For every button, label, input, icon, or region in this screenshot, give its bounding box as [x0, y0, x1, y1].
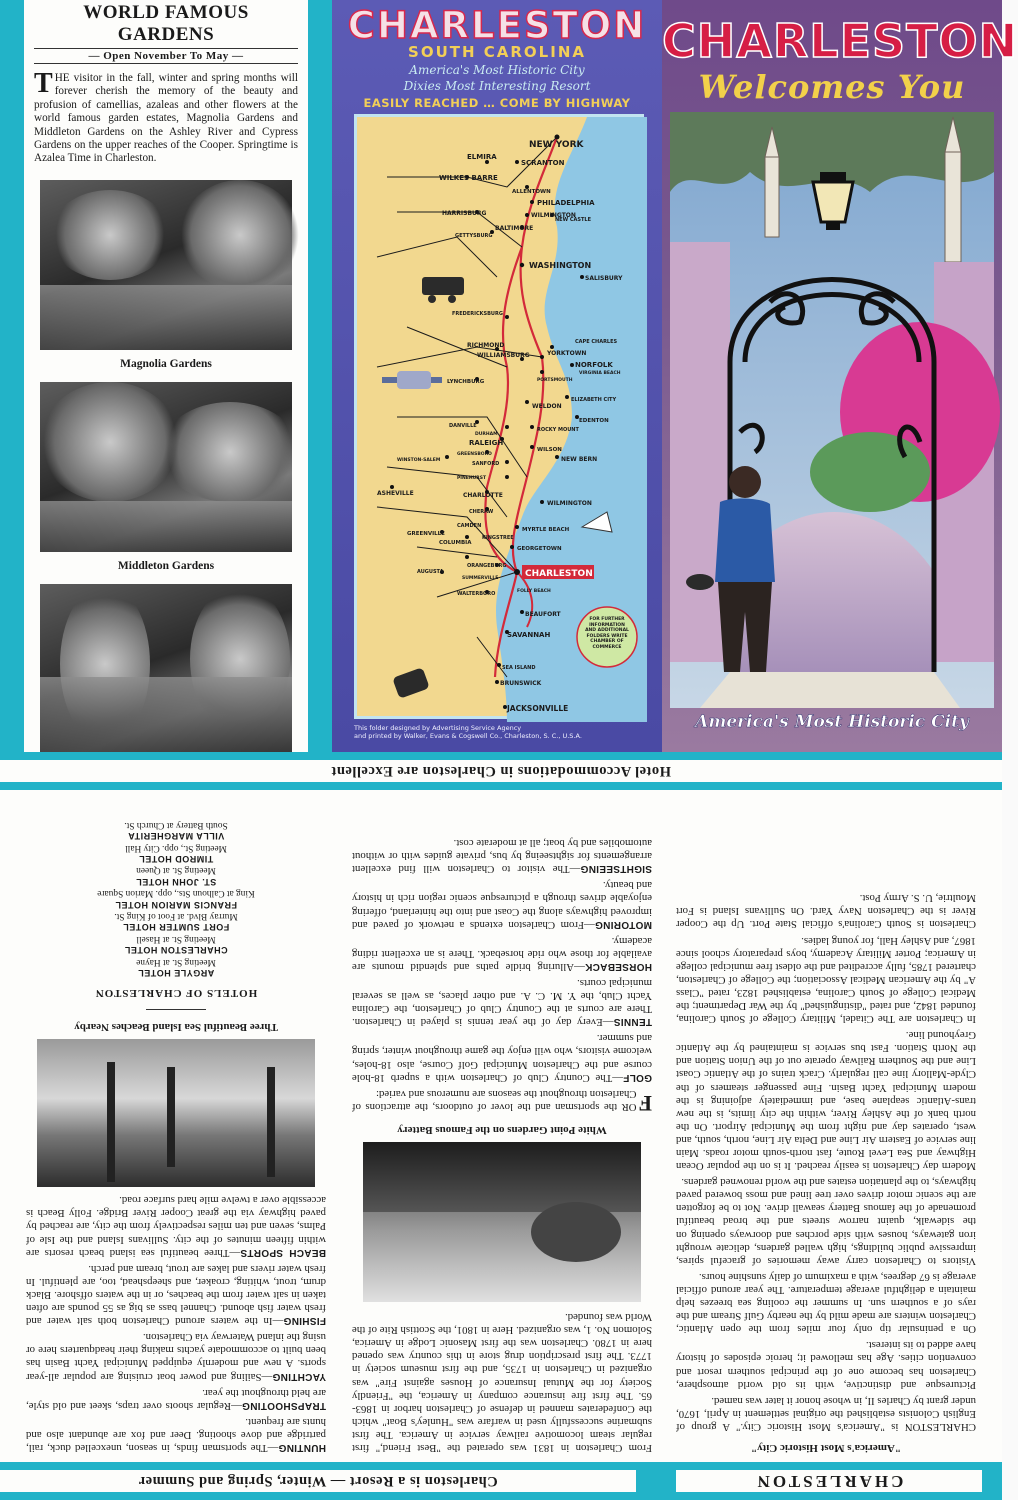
- motoring-paragraph: [352, 878, 652, 930]
- hotel-address: King at Calhoun Sts., opp. Marion Square: [97, 888, 255, 899]
- map-panel-tagline-2: Dixies Most Interesting Resort: [403, 79, 591, 93]
- sports-intro-text: OR the sportsman and the lover of outdoors, the attractions of Charleston throughout the seasons are numerous and varied:: [352, 1087, 637, 1113]
- hotel-name: ARGYLE HOTEL: [137, 968, 215, 979]
- gardens-intro: [34, 68, 298, 166]
- city-myrtle-beach: MYRTLE BEACH: [522, 527, 570, 533]
- hotel-name: FORT SUMTER HOTEL: [122, 922, 230, 933]
- sports-drop-cap: F: [638, 1090, 652, 1116]
- city-elmira: ELMIRA: [467, 153, 497, 161]
- city-new-bern: NEW BERN: [561, 456, 598, 463]
- city-kingstree: KINGSTREE: [482, 535, 514, 541]
- hotels-list: [26, 818, 326, 978]
- city-williamsburg: WILLIAMSBURG: [477, 352, 530, 359]
- city-new-york: NEW YORK: [529, 140, 584, 150]
- inner-top-band: [0, 1462, 1002, 1500]
- city-lynchburg: LYNCHBURG: [447, 379, 485, 385]
- tennis-paragraph: [352, 976, 652, 1028]
- trapshooting-label: TRAPSHOOTING: [241, 1399, 326, 1411]
- city-baltimore: BALTIMORE: [495, 225, 534, 232]
- map-panel-subtitle: SOUTH CAROLINA: [408, 43, 586, 61]
- horseback-label: HORSEBACK: [584, 960, 652, 972]
- brochure-inner-side: [0, 752, 1002, 1500]
- city-allentown: ALLENTOWN: [512, 189, 551, 195]
- hotel-address: Meeting St. at Hayne: [136, 956, 216, 967]
- hotel-entry: [26, 841, 326, 864]
- band-charleston: CHARLESTON: [676, 1470, 982, 1492]
- history-p6: In Charleston are The Citadel, Military College of South Carolina, founded 1842, and rated "distinguished" by the War Department; the Medical College of South Carolina, established 1823, rated "Class A" by the American Medical Association; the College of Charleston, chartered 1785, fully accredited and the oldest free municipal college in America; Porter Military Academy, boys preparatory school since 1867, and Ashley Hall, for young ladies.: [676, 934, 976, 1026]
- beaches-photo: [37, 1039, 315, 1187]
- cypress-gardens-photo: [40, 584, 292, 754]
- hotel-entry: [26, 818, 326, 841]
- inner-columns: [0, 790, 1002, 1462]
- map-panel-credit-line-2: and printed by Walker, Evans & Cogswell Co., Charleston, S. C., U.S.A.: [354, 732, 582, 740]
- history-p7: Charleston is South Carolina's official State Port. Up the Cooper River is the Charleston Navy Yard. On Sullivans Island is Fort Moultrie, U. S. Army Post.: [676, 892, 976, 931]
- beach-sports-label: BEACH SPORTS: [240, 1246, 326, 1258]
- hotel-entry: [26, 910, 326, 933]
- city-walterboro: WALTERBORO: [457, 591, 496, 597]
- city-philadelphia: PHILADELPHIA: [537, 199, 595, 207]
- history-p3: On a peninsular tip only four miles from the open Atlantic, Charleston winters are made mild by the nearby Gulf Stream and the rays of a southern sun. In summer the cooling sea breezes help maintain a delightful average temperature. The year around official average is 67 degrees, with a maximum of daily sunshine hours.: [676, 1270, 976, 1336]
- city-raleigh: RALEIGH: [469, 439, 504, 447]
- city-danville: DANVILLE: [449, 423, 477, 429]
- city-savannah: SAVANNAH: [507, 631, 551, 639]
- city-jacksonville: JACKSONVILLE: [507, 704, 569, 713]
- beach-sports-text: —Three beautiful sea island beach resorts are within fifteen minutes of the city. Sullivans Island and the Isle of Palms, seven and ten miles respectively from the city, are reached by paved highway via the great Cooper River Bridge. Folly Beach is accessible over a twelve mile hard surface road.: [26, 1194, 326, 1259]
- gardens-paper: [24, 0, 308, 752]
- airplane-icon: [382, 371, 442, 389]
- golf-paragraph: [352, 1031, 652, 1083]
- gardens-title: WORLD FAMOUS GARDENS: [83, 2, 249, 45]
- gardens-intro-text: HE visitor in the fall, winter and spring months will forever cherish the memory of the beauty and profusion of camellias, azaleas and other flowers at the world famous garden estates, Magnolia Gardens and Middleton Gardens on the Ashley River and Cypress Gardens on the upper reaches of the Cooper. Springtime is Azalea Time in Charleston.: [34, 72, 298, 165]
- sports-intro: [352, 1087, 652, 1116]
- city-charlotte: CHARLOTTE: [463, 492, 503, 499]
- hotel-address: South Battery at Church St.: [124, 819, 228, 830]
- hotel-name: ST. JOHN HOTEL: [135, 876, 217, 887]
- hotel-name: TIMROD HOTEL: [138, 853, 214, 864]
- hunting-paragraph: [26, 1415, 326, 1454]
- city-elizabeth-city: ELIZABETH CITY: [571, 397, 617, 403]
- hat-icon: [686, 574, 714, 590]
- hunting-text: —The sportsman finds, in season, unexcelled duck, rail, partridge and dove shooting. Deer and fox are abundant also and hunts are frequent.: [26, 1415, 326, 1454]
- middleton-gardens-caption: Middleton Gardens: [117, 559, 215, 572]
- motoring-label: MOTORING: [594, 918, 652, 930]
- city-salisbury: SALISBURY: [585, 275, 623, 282]
- stone-steps: [700, 672, 960, 708]
- inner-bottom-band: [0, 752, 1002, 790]
- hunting-label: HUNTING: [278, 1442, 326, 1453]
- hotel-entry: [26, 864, 326, 887]
- map-panel-credit: [354, 724, 644, 740]
- map-panel: [332, 0, 662, 752]
- map-panel-credit-line-1: This folder designed by Advertising Service Agency: [354, 724, 522, 732]
- hotels-title: HOTELS OF CHARLESTON: [94, 987, 258, 1000]
- map-panel-reach-1: EASILY REACHED … COME BY HIGHWAY: [363, 96, 631, 110]
- history-p2: Picturesque and distinctive, with its old world atmosphere, Charleston has become one of the principal southern resort and convention cities. Age has mellowed it; heroic episodes of history have added to its interest.: [676, 1339, 976, 1391]
- city-norfolk: NORFOLK: [575, 361, 613, 369]
- hotel-entry: [26, 955, 326, 978]
- city-asheville: ASHEVILLE: [377, 490, 414, 497]
- beach-sports-paragraph: [26, 1193, 326, 1258]
- history-heading: "America's Most Historic City": [751, 1442, 901, 1454]
- yachting-paragraph: [26, 1330, 326, 1382]
- yachting-text: —Sailing and power boat cruising are popular all-year sports. A new and modernly equipped Municipal Yacht Basin has been built to accommodate yachts making their headquarters here or using the inland Waterway via Charleston.: [26, 1331, 326, 1383]
- magnolia-gardens-caption: Magnolia Gardens: [120, 357, 212, 370]
- city-camden: CAMDEN: [457, 523, 482, 529]
- city-charleston: CHARLESTON: [525, 569, 593, 579]
- city-orangeburg: ORANGEBURG: [467, 563, 507, 569]
- horseback-text: —Alluring bridle paths and splendid mounts are available for those who ride horseback. There is an excellent riding academy.: [352, 934, 652, 973]
- city-summerville: SUMMERVILLE: [462, 576, 499, 581]
- golf-text: —The Country Club of Charleston with a superb 18-hole course and the Charleston Municipal Golf Course, also 18-holes, welcome visitors, who will enjoy the game throughout winter, spring and summer.: [352, 1032, 652, 1084]
- sightseeing-paragraph: [352, 836, 652, 875]
- history-p5: Modern day Charleston is easily reached. It is on the popular Ocean Highway and Sea Level Route, fast north-south motor roads. Main line service of Eastern Air Line and Delta Air Line, north, south, and west, operates day and night from the Municipal Airport. On the north bank of the Ashley River, within the city limits, is the new trans-Atlantic seaplane base, and immediately adjoining is the modern Municipal Yacht Basin. Fine passenger steamers of the Clyde-Mallory line call regularly. Crack trains of the Atlantic Coast Line and the Southern Railway operate out of the Union Station and the North Station. Fast bus service is maintained by the Atlantic Greyhound line.: [676, 1029, 976, 1173]
- hotel-name: CHARLESTON HOTEL: [124, 945, 228, 956]
- city-portsmouth: PORTSMOUTH: [537, 378, 573, 383]
- city-virginia-beach: VIRGINIA BEACH: [579, 371, 621, 376]
- car-icon: [392, 667, 430, 699]
- city-cheraw: CHERAW: [469, 509, 494, 515]
- city-durham: DURHAM: [475, 432, 498, 437]
- city-pinehurst: PINEHURST: [457, 476, 487, 481]
- city-yorktown: YORKTOWN: [547, 350, 587, 357]
- horseback-paragraph: [352, 934, 652, 973]
- city-edenton: EDENTON: [579, 418, 609, 424]
- route-map: [354, 114, 644, 719]
- city-scranton: SCRANTON: [521, 159, 565, 167]
- gardens-drop-cap: T: [34, 68, 53, 99]
- city-wilmington-de: WILMINGTON: [531, 212, 576, 219]
- city-wilmington-nc: WILMINGTON: [547, 500, 592, 507]
- magnolia-gardens-photo: [40, 180, 292, 350]
- city-cape-charles: CAPE CHARLES: [575, 339, 618, 345]
- sightseeing-label: SIGHTSEEING: [580, 863, 652, 875]
- city-fredericksburg: FREDERICKSBURG: [452, 311, 503, 317]
- tennis-label: TENNIS: [613, 1016, 652, 1028]
- firsts-paragraph: From Charleston in 1831 was operated the "Best Friend," first regular steam locomotive railway service in America. The first submarine successfully used in warfare was "Hunley's Boat" which the Confederates manned in defense of Charleston harbor in 1863-65. The first fire insurance company in America, the "Friendly Society for the Mutual Insurance of Houses against Fire" was organized in Charleston in 1735, and the first museum society in 1773. The first prescription drug store in this country was opened here in 1780. Charleston was the first Masonic Lodge in America, Solomon No. 1, was organized. Here in 1801, the Scottish Rite of the World was founded.: [352, 1311, 652, 1454]
- city-wilkes-barre: WILKES BARRE: [439, 174, 498, 182]
- locomotive-icon: [422, 277, 464, 303]
- city-greenville: GREENVILLE: [407, 531, 445, 537]
- city-washington: WASHINGTON: [529, 261, 592, 270]
- hotel-name: VILLA MARGHERITA: [127, 831, 225, 842]
- fishing-text: —In the waters around Charleston both salt water and fresh water fish abound. Channel bass as big as 55 pounds are often taken in salt water from the beaches, or in the waters offshore. Black drum, trout, whiting, croaker, and sheepshead, too, are plentiful. In fresh water rivers and lakes are trout, bream and perch.: [26, 1262, 326, 1328]
- white-point-gardens-caption: White Point Gardens on the Famous Battery: [397, 1123, 607, 1136]
- cover-illustration-svg: [670, 112, 994, 708]
- hotel-name: FRANCIS MARION HOTEL: [115, 899, 237, 910]
- hotel-address: Murray Blvd. at Foot of King St.: [114, 911, 238, 921]
- white-point-gardens-photo: [363, 1142, 641, 1302]
- city-wilson: WILSON: [537, 447, 562, 453]
- hotel-address: Meeting St., opp. City Hall: [125, 842, 227, 853]
- city-folly-beach: FOLLY BEACH: [517, 589, 551, 594]
- cover-panel: [662, 0, 1018, 752]
- trapshooting-paragraph: [26, 1386, 326, 1412]
- cover-footer: America's Most Historic City: [695, 712, 969, 732]
- hotel-address: Meeting St. at Queen: [136, 865, 216, 876]
- city-augusta: AUGUSTA: [417, 569, 444, 575]
- chamber-of-commerce-badge-text: FOR FURTHER INFORMATION AND ADDITIONAL FOLDERS WRITE CHAMBER OF COMMERCE: [585, 617, 629, 650]
- history-p1: CHARLESTON is "America's Most Historic City." A group of English Colonists established the original settlement in April, 1670, under grant by Charles II, in whose honor it later was named.: [676, 1394, 976, 1433]
- history-column: [676, 790, 976, 1462]
- sports-column: [352, 790, 652, 1462]
- motoring-text: —From Charleston extends a network of paved and improved highways along the Coast and into the hinterland, offering enjoyable drives through a picturesque scenic region rich in history and beauty.: [352, 879, 652, 931]
- city-brunswick: BRUNSWICK: [500, 680, 542, 687]
- gardens-subtitle: — Open November To May —: [34, 48, 298, 64]
- history-p4: Visitors to Charleston carry away memories of graceful spires, impressive public buildings, high walled gardens, delicate wrought iron gateways, houses with side porches and doorways opening on the sidewalk, quaint narrow streets and the broad beautiful promenade of the famous Battery seawall drive. Not to be forgotten are the scenic motor drives over tree lined and moss bowered paved highways, to the plantation estates and the world renowned gardens.: [676, 1176, 976, 1267]
- cover-welcome: Welcomes You: [698, 68, 966, 106]
- city-winston-salem: WINSTON-SALEM: [397, 458, 441, 463]
- hotel-address: Meeting St. at Hasell: [136, 933, 216, 944]
- cover-title: CHARLESTON: [662, 14, 1018, 68]
- trapshooting-text: —Regular shoots over traps, skeet and old style, are held throughout the year.: [26, 1386, 326, 1412]
- gardens-panel: [0, 0, 332, 752]
- golf-label: GOLF: [623, 1071, 652, 1083]
- middleton-gardens-photo: [40, 382, 292, 552]
- city-new-castle: NEW CASTLE: [555, 217, 592, 223]
- fishing-paragraph: [26, 1262, 326, 1327]
- city-beaufort: BEAUFORT: [525, 611, 561, 618]
- city-gettysburg: GETTYSBURG: [455, 233, 493, 239]
- outdoors-column: [26, 790, 326, 1462]
- hotel-entry: [26, 887, 326, 910]
- city-columbia: COLUMBIA: [439, 540, 472, 546]
- cover-illustration: [670, 112, 994, 708]
- city-greensboro: GREENSBORO: [457, 452, 492, 457]
- yachting-label: YACHTING: [272, 1370, 326, 1382]
- band-hotel-accommodations: Hotel Accommodations in Charleston are Excellent: [0, 760, 1002, 782]
- city-sea-island: SEA ISLAND: [502, 665, 536, 671]
- map-panel-tagline-1: America's Most Historic City: [409, 63, 585, 77]
- sightseeing-text: —The visitor to Charleston will find excellent arrangements for sightseeing by bus, private guides with or without automobiles and by boat; all at moderate cost.: [352, 837, 652, 876]
- band-resort: Charleston is a Resort — Winter, Spring and Summer: [0, 1470, 636, 1492]
- hotel-entry: [26, 932, 326, 955]
- fishing-label: FISHING: [283, 1315, 326, 1327]
- city-georgetown: GEORGETOWN: [517, 546, 562, 552]
- tennis-text: —Every day of the year tennis is played in Charleston. There are courts at the Country Club of Charleston, the Carolina Yacht Club, the Y. M. C. A. and other places, as well as several municipal courts.: [352, 977, 652, 1029]
- map-panel-title: CHARLESTON: [347, 4, 647, 47]
- city-richmond: RICHMOND: [467, 342, 505, 349]
- city-weldon: WELDON: [532, 403, 562, 410]
- city-sanford: SANFORD: [472, 461, 500, 467]
- city-harrisburg: HARRISBURG: [442, 210, 487, 217]
- city-rocky-mount: ROCKY MOUNT: [537, 427, 579, 433]
- hotels-divider: [146, 1009, 206, 1010]
- beaches-caption: Three Beautiful Sea Island Beaches Nearby: [74, 1021, 278, 1034]
